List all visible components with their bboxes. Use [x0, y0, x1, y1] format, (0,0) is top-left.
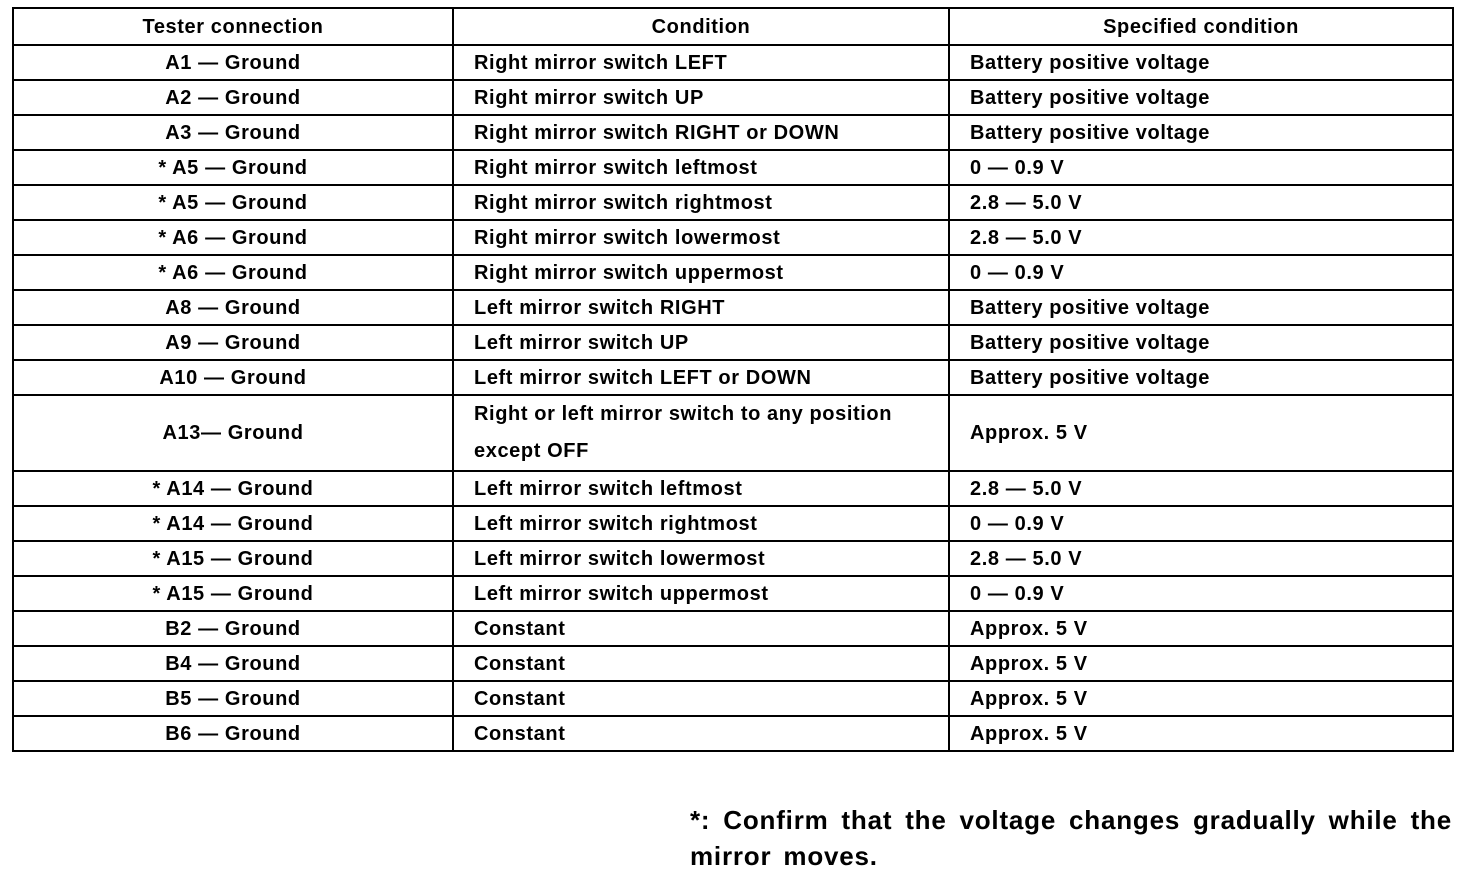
table-row [13, 325, 1453, 360]
specified-condition-cell: Battery positive voltage [949, 360, 1453, 395]
specified-condition-cell: 0 — 0.9 V [949, 255, 1453, 290]
condition-cell: Constant [453, 646, 949, 681]
tester-connection-cell: * A14 — Ground [13, 506, 453, 541]
header-specified-condition: Specified condition [949, 8, 1453, 45]
table-body [13, 45, 1453, 751]
table-row [13, 220, 1453, 255]
specified-condition-cell: Battery positive voltage [949, 80, 1453, 115]
condition-cell: Left mirror switch leftmost [453, 471, 949, 506]
specified-condition-cell: Battery positive voltage [949, 325, 1453, 360]
specified-condition-cell: Approx. 5 V [949, 681, 1453, 716]
table-row [13, 576, 1453, 611]
condition-cell: Right mirror switch leftmost [453, 150, 949, 185]
condition-cell: Left mirror switch UP [453, 325, 949, 360]
condition-cell: Right mirror switch UP [453, 80, 949, 115]
condition-cell: Constant [453, 611, 949, 646]
table-row [13, 115, 1453, 150]
inspection-table [12, 7, 1454, 752]
table-row [13, 506, 1453, 541]
condition-cell: Right mirror switch rightmost [453, 185, 949, 220]
specified-condition-cell: 2.8 — 5.0 V [949, 185, 1453, 220]
tester-connection-cell: * A15 — Ground [13, 541, 453, 576]
tester-connection-cell: B2 — Ground [13, 611, 453, 646]
tester-connection-cell: A2 — Ground [13, 80, 453, 115]
table-row [13, 611, 1453, 646]
tester-connection-cell: B6 — Ground [13, 716, 453, 751]
tester-connection-cell: * A6 — Ground [13, 220, 453, 255]
specified-condition-cell: Approx. 5 V [949, 646, 1453, 681]
specified-condition-cell: 2.8 — 5.0 V [949, 220, 1453, 255]
table-row [13, 80, 1453, 115]
specified-condition-cell: Approx. 5 V [949, 716, 1453, 751]
tester-connection-cell: A10 — Ground [13, 360, 453, 395]
specified-condition-cell: 0 — 0.9 V [949, 506, 1453, 541]
condition-cell: Right mirror switch uppermost [453, 255, 949, 290]
table-row [13, 681, 1453, 716]
specified-condition-cell: 2.8 — 5.0 V [949, 471, 1453, 506]
table-row [13, 716, 1453, 751]
specified-condition-cell: Battery positive voltage [949, 290, 1453, 325]
condition-cell: Left mirror switch rightmost [453, 506, 949, 541]
table-header-row [13, 8, 1453, 45]
table-row [13, 471, 1453, 506]
condition-cell: Constant [453, 681, 949, 716]
specified-condition-cell: Approx. 5 V [949, 611, 1453, 646]
header-tester-connection: Tester connection [13, 8, 453, 45]
table-row [13, 290, 1453, 325]
table-row [13, 255, 1453, 290]
specified-condition-cell: 2.8 — 5.0 V [949, 541, 1453, 576]
table-row [13, 45, 1453, 80]
table-row [13, 185, 1453, 220]
specified-condition-cell: 0 — 0.9 V [949, 150, 1453, 185]
tester-connection-cell: * A14 — Ground [13, 471, 453, 506]
condition-cell: Right mirror switch RIGHT or DOWN [453, 115, 949, 150]
condition-cell: Left mirror switch RIGHT [453, 290, 949, 325]
table-row [13, 360, 1453, 395]
tester-connection-cell: * A5 — Ground [13, 150, 453, 185]
footnote: *: Confirm that the voltage changes gradually while the mirror moves. [690, 805, 1452, 871]
tester-connection-cell: A8 — Ground [13, 290, 453, 325]
tester-connection-cell: A1 — Ground [13, 45, 453, 80]
condition-cell: Right mirror switch lowermost [453, 220, 949, 255]
condition-cell: Left mirror switch lowermost [453, 541, 949, 576]
tester-connection-cell: A13— Ground [13, 395, 453, 471]
tester-connection-cell: * A15 — Ground [13, 576, 453, 611]
specified-condition-cell: 0 — 0.9 V [949, 576, 1453, 611]
specified-condition-cell: Battery positive voltage [949, 115, 1453, 150]
condition-cell: Constant [453, 716, 949, 751]
tester-connection-cell: B4 — Ground [13, 646, 453, 681]
specified-condition-cell: Approx. 5 V [949, 395, 1453, 471]
inspection-table-container [12, 7, 1452, 752]
header-condition: Condition [453, 8, 949, 45]
condition-cell: Left mirror switch uppermost [453, 576, 949, 611]
tester-connection-cell: * A5 — Ground [13, 185, 453, 220]
condition-cell: Right or left mirror switch to any position except OFF [453, 395, 949, 471]
table-row [13, 541, 1453, 576]
tester-connection-cell: * A6 — Ground [13, 255, 453, 290]
tester-connection-cell: A9 — Ground [13, 325, 453, 360]
table-row [13, 646, 1453, 681]
condition-cell: Right mirror switch LEFT [453, 45, 949, 80]
specified-condition-cell: Battery positive voltage [949, 45, 1453, 80]
tester-connection-cell: B5 — Ground [13, 681, 453, 716]
tester-connection-cell: A3 — Ground [13, 115, 453, 150]
table-row [13, 150, 1453, 185]
table-row [13, 395, 1453, 471]
condition-cell: Left mirror switch LEFT or DOWN [453, 360, 949, 395]
